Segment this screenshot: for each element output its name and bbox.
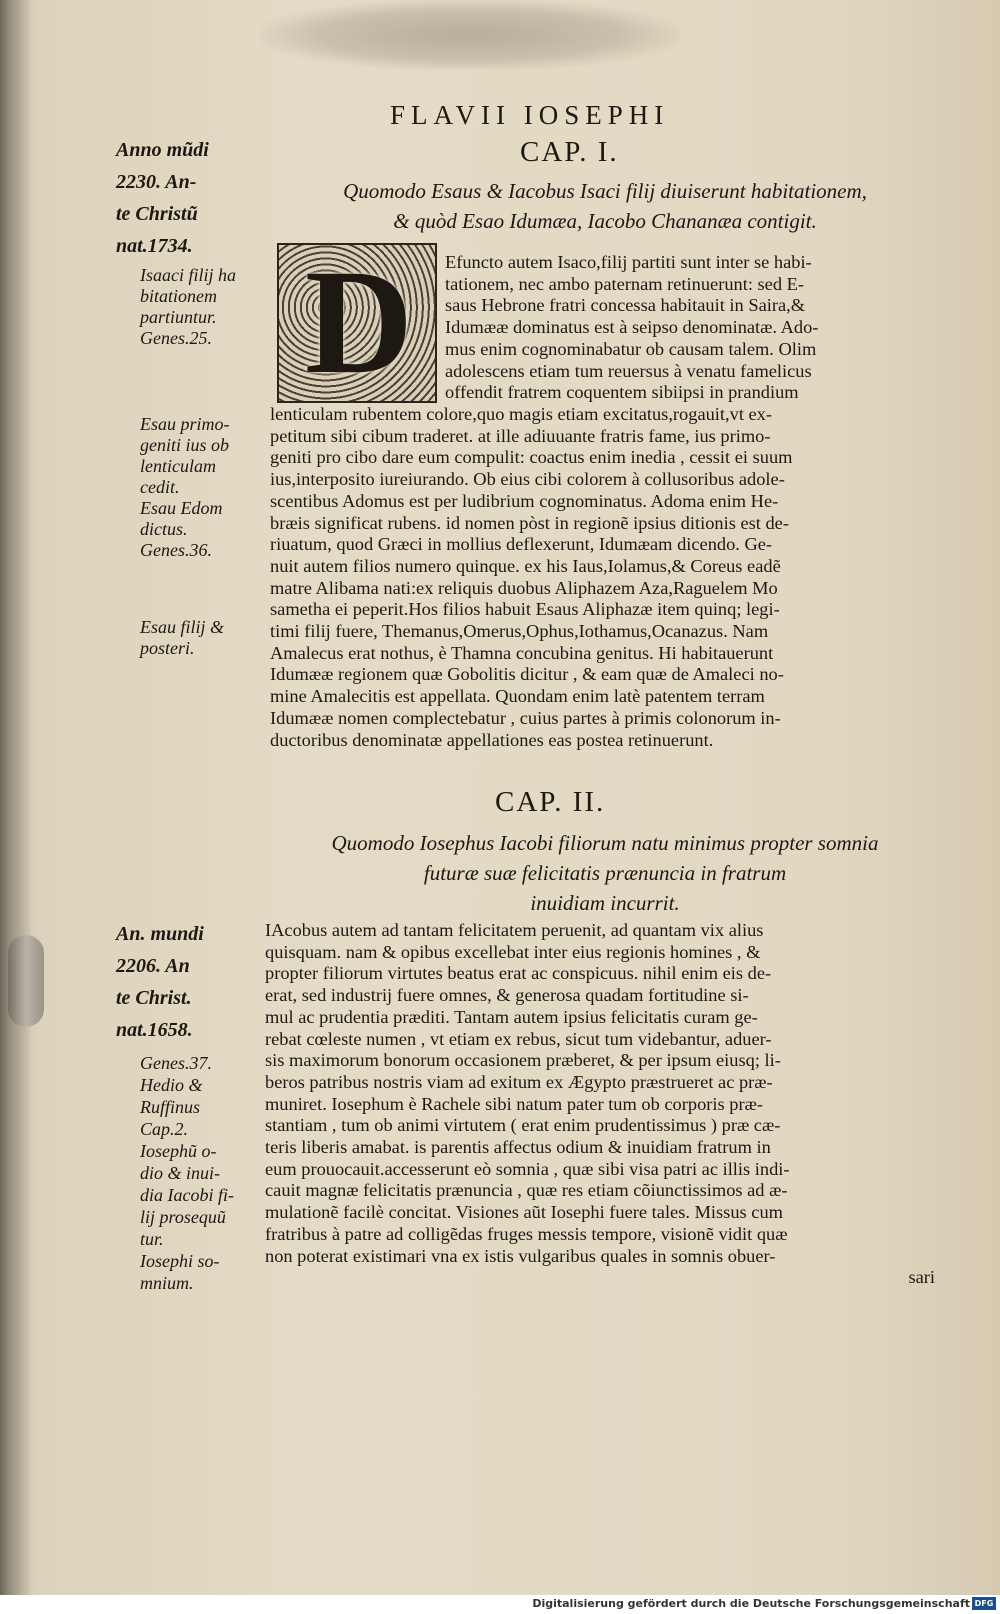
text-line: muniret. Iosephum è Rachele sibi natum pater tum ob corporis præ- [265, 1093, 763, 1114]
margin-note-line: tur. [140, 1229, 164, 1249]
margin-note [140, 1052, 234, 1294]
running-head: FLAVII IOSEPHI [390, 100, 670, 130]
text-line: Amalecus erat nothus, è Thamna concubina genitus. Hi habitauerunt [270, 642, 774, 663]
text-line: geniti pro cibo dare eum compulit: coactus enim inedia , cessit ei suum [270, 447, 793, 468]
margin-note [140, 265, 236, 349]
chapter-2-title: CAP. II. [495, 786, 606, 818]
text-line: teris liberis amabat. is parentis affectus odium & inuidiam fratrum in [265, 1137, 771, 1158]
text-line: non poterat existimari vna ex istis vulgaribus quales in somnis obuer- [265, 1245, 776, 1266]
text-line: offendit fratrem coquentem sibiipsi in prandium [445, 382, 799, 403]
margin-note-line: Iosephi so- [140, 1251, 220, 1271]
margin-note [140, 617, 224, 659]
text-line: beros patribus nostris viam ad exitum ex Ægypto præstrueret ac præ- [265, 1071, 773, 1092]
margin-date-line: 2206. An [116, 955, 190, 977]
summary-line: & quòd Esao Idumæa, Iacobo Chananæa contigit. [393, 209, 817, 233]
page-clip [8, 935, 44, 1027]
margin-note-line: Genes.25. [140, 328, 212, 348]
text-line: eum prouocauit.accesserunt eò somnia , quæ sibi visa patri ac illis indi- [265, 1158, 790, 1179]
text-line: mus enim cognominabatur ob causam talem. Olim [445, 338, 817, 359]
text-line: propter filiorum virtutes beatus erat ac conspicuus. nihil enim eis de- [265, 963, 772, 984]
margin-note-line: lij prosequũ [140, 1207, 226, 1227]
chapter-2-body [265, 920, 935, 1289]
text-line: cauit magnæ felicitatis prænuncia , quæ res etiam cõiunctissimos ad æ- [265, 1180, 788, 1201]
text-line: riuatum, quod Græci in mollius deflexerunt, Idumæam dicendo. Ge- [270, 534, 773, 555]
chapter-2-summary [260, 828, 950, 918]
dfg-logo-icon: DFG [972, 1597, 996, 1610]
chapter-2-margin-date [116, 918, 204, 1046]
margin-note-line: mnium. [140, 1273, 194, 1293]
text-line: sari [908, 1267, 935, 1288]
text-line: quisquam. nam & opibus excellebat inter eius regionis homines , & [265, 941, 761, 962]
initial-letter: D [304, 239, 414, 405]
digitization-credit: Digitalisierung gefördert durch die Deutsche Forschungsgemeinschaft [532, 1597, 970, 1610]
summary-line: futuræ suæ felicitatis prænuncia in fratrum [423, 861, 787, 885]
text-line: erat, sed industrij fuere omnes, & generosa quadam fortitudine si- [265, 985, 749, 1006]
margin-note-line: lenticulam [140, 456, 216, 476]
chapter-1-title: CAP. I. [520, 136, 619, 168]
text-line: sametha ei peperit.Hos filios habuit Esaus Aliphazæ item quinq; legi- [270, 599, 780, 620]
margin-note-line: cedit. [140, 477, 180, 497]
margin-note-line: partiuntur. [140, 307, 217, 327]
text-line: mul ac prudentia præditi. Tantam autem ipsius felicitatis curam ge- [265, 1006, 758, 1027]
text-line: mulationẽ facilè concitat. Visiones aũt Iosephi fuere tales. Missus cum [265, 1202, 783, 1223]
margin-date-line: An. mundi [116, 923, 204, 945]
margin-note-line: Genes.37. [140, 1053, 212, 1073]
summary-line: Quomodo Esaus & Iacobus Isaci filij diuiserunt habitationem, [343, 179, 867, 203]
text-line: bræis significat rubens. id nomen pòst in regionẽ ipsius ditionis est de- [270, 512, 789, 533]
margin-note-line: bitationem [140, 286, 217, 306]
margin-date-line: te Christũ [116, 203, 198, 225]
text-line: petitum sibi cibum traderet. at ille adiuuante fratris fame, ius primo- [270, 425, 771, 446]
book-binding [0, 0, 30, 1595]
margin-note-line: Iosephũ o- [140, 1141, 217, 1161]
margin-note-line: Genes.36. [140, 540, 212, 560]
margin-note-line: Ruffinus [140, 1097, 201, 1117]
margin-note-line: dictus. [140, 519, 188, 539]
text-line: timi filij fuere, Themanus,Omerus,Ophus,Iothamus,Ocanazus. Nam [270, 621, 769, 642]
chapter-1-summary [265, 176, 945, 236]
margin-date-line: nat.1658. [116, 1019, 193, 1041]
text-line: stantiam , tum ob animi virtutem ( erat enim prudentissimus ) præ cæ- [265, 1115, 781, 1136]
margin-note-line: Esau filij & [140, 617, 225, 637]
summary-line: inuidiam incurrit. [530, 891, 680, 915]
text-line: IAcobus autem ad tantam felicitatem peruenit, ad quantam vix alius [265, 920, 764, 940]
text-line: adolescens etiam tum reuersus à venatu famelicus [445, 360, 812, 381]
text-line: ius,interposito iureiurando. Ob eius cibi colorem à collusoribus adole- [270, 469, 785, 490]
chapter-1-margin-date [116, 134, 209, 262]
margin-date-line: 2230. An- [116, 171, 197, 193]
chapter-1-body-indented [445, 252, 935, 404]
text-line: nuit autem filios numero quinque. ex his Iaus,Iolamus,& Coreus eadẽ [270, 555, 781, 576]
margin-note-line: geniti ius ob [140, 435, 229, 455]
margin-date-line: Anno mũdi [116, 139, 209, 161]
text-line: saus Hebrone fratri concessa habitauit in Saira,& [445, 295, 806, 316]
text-line: fratribus à patre ad colligẽdas fruges messis tempore, visionẽ vidit quæ [265, 1223, 788, 1244]
margin-note-line: Hedio & [140, 1075, 203, 1095]
margin-note [140, 414, 230, 561]
text-line: mine Amalecitis est appellata. Quondam enim latè patentem terram [270, 686, 765, 707]
text-line: Idumææ regionem quæ Gobolitis dicitur , & eam quæ de Amaleci no- [270, 664, 784, 685]
text-line: scentibus Adomus est per ludibrium cognominatus. Adoma enim He- [270, 490, 779, 511]
margin-note-line: Esau primo- [140, 414, 230, 434]
text-line: Idumææ dominatus est à seipso denominatæ. Ado- [445, 317, 819, 338]
text-line: ductoribus denominatæ appellationes eas postea retinuerunt. [270, 729, 714, 750]
summary-line: Quomodo Iosephus Iacobi filiorum natu minimus propter somnia [331, 831, 879, 855]
text-line: rebat cœleste numen , vt etiam ex rebus, sicut tum videbantur, aduer- [265, 1028, 772, 1049]
text-line: lenticulam rubentem colore,quo magis etiam excitatus,rogauit,vt ex- [270, 404, 773, 424]
margin-note-line: posteri. [140, 638, 195, 658]
text-line: Idumææ nomen complectebatur , cuius partes à primis colonorum in- [270, 707, 781, 728]
decorated-initial [277, 239, 437, 405]
margin-date-line: nat.1734. [116, 235, 193, 257]
page-stain [260, 0, 680, 70]
margin-note-line: Isaaci filij ha [140, 265, 236, 285]
text-line: sis maximorum bonorum occasionem præberet, & per ipsum eiusq; li- [265, 1050, 781, 1071]
text-line: matre Alibama nati:ex reliquis duobus Aliphazem Aza,Raguelem Mo [270, 577, 778, 598]
text-line: tationem, nec ambo paternam retinuerunt: sed E- [445, 273, 804, 294]
margin-note-line: Esau Edom [140, 498, 223, 518]
margin-note-line: dia Iacobi fi- [140, 1185, 234, 1205]
margin-date-line: te Christ. [116, 987, 192, 1009]
chapter-1-body [270, 404, 935, 751]
text-line: Efuncto autem Isaco,filij partiti sunt inter se habi- [445, 252, 812, 272]
margin-note-line: Cap.2. [140, 1119, 189, 1139]
margin-note-line: dio & inui- [140, 1163, 220, 1183]
